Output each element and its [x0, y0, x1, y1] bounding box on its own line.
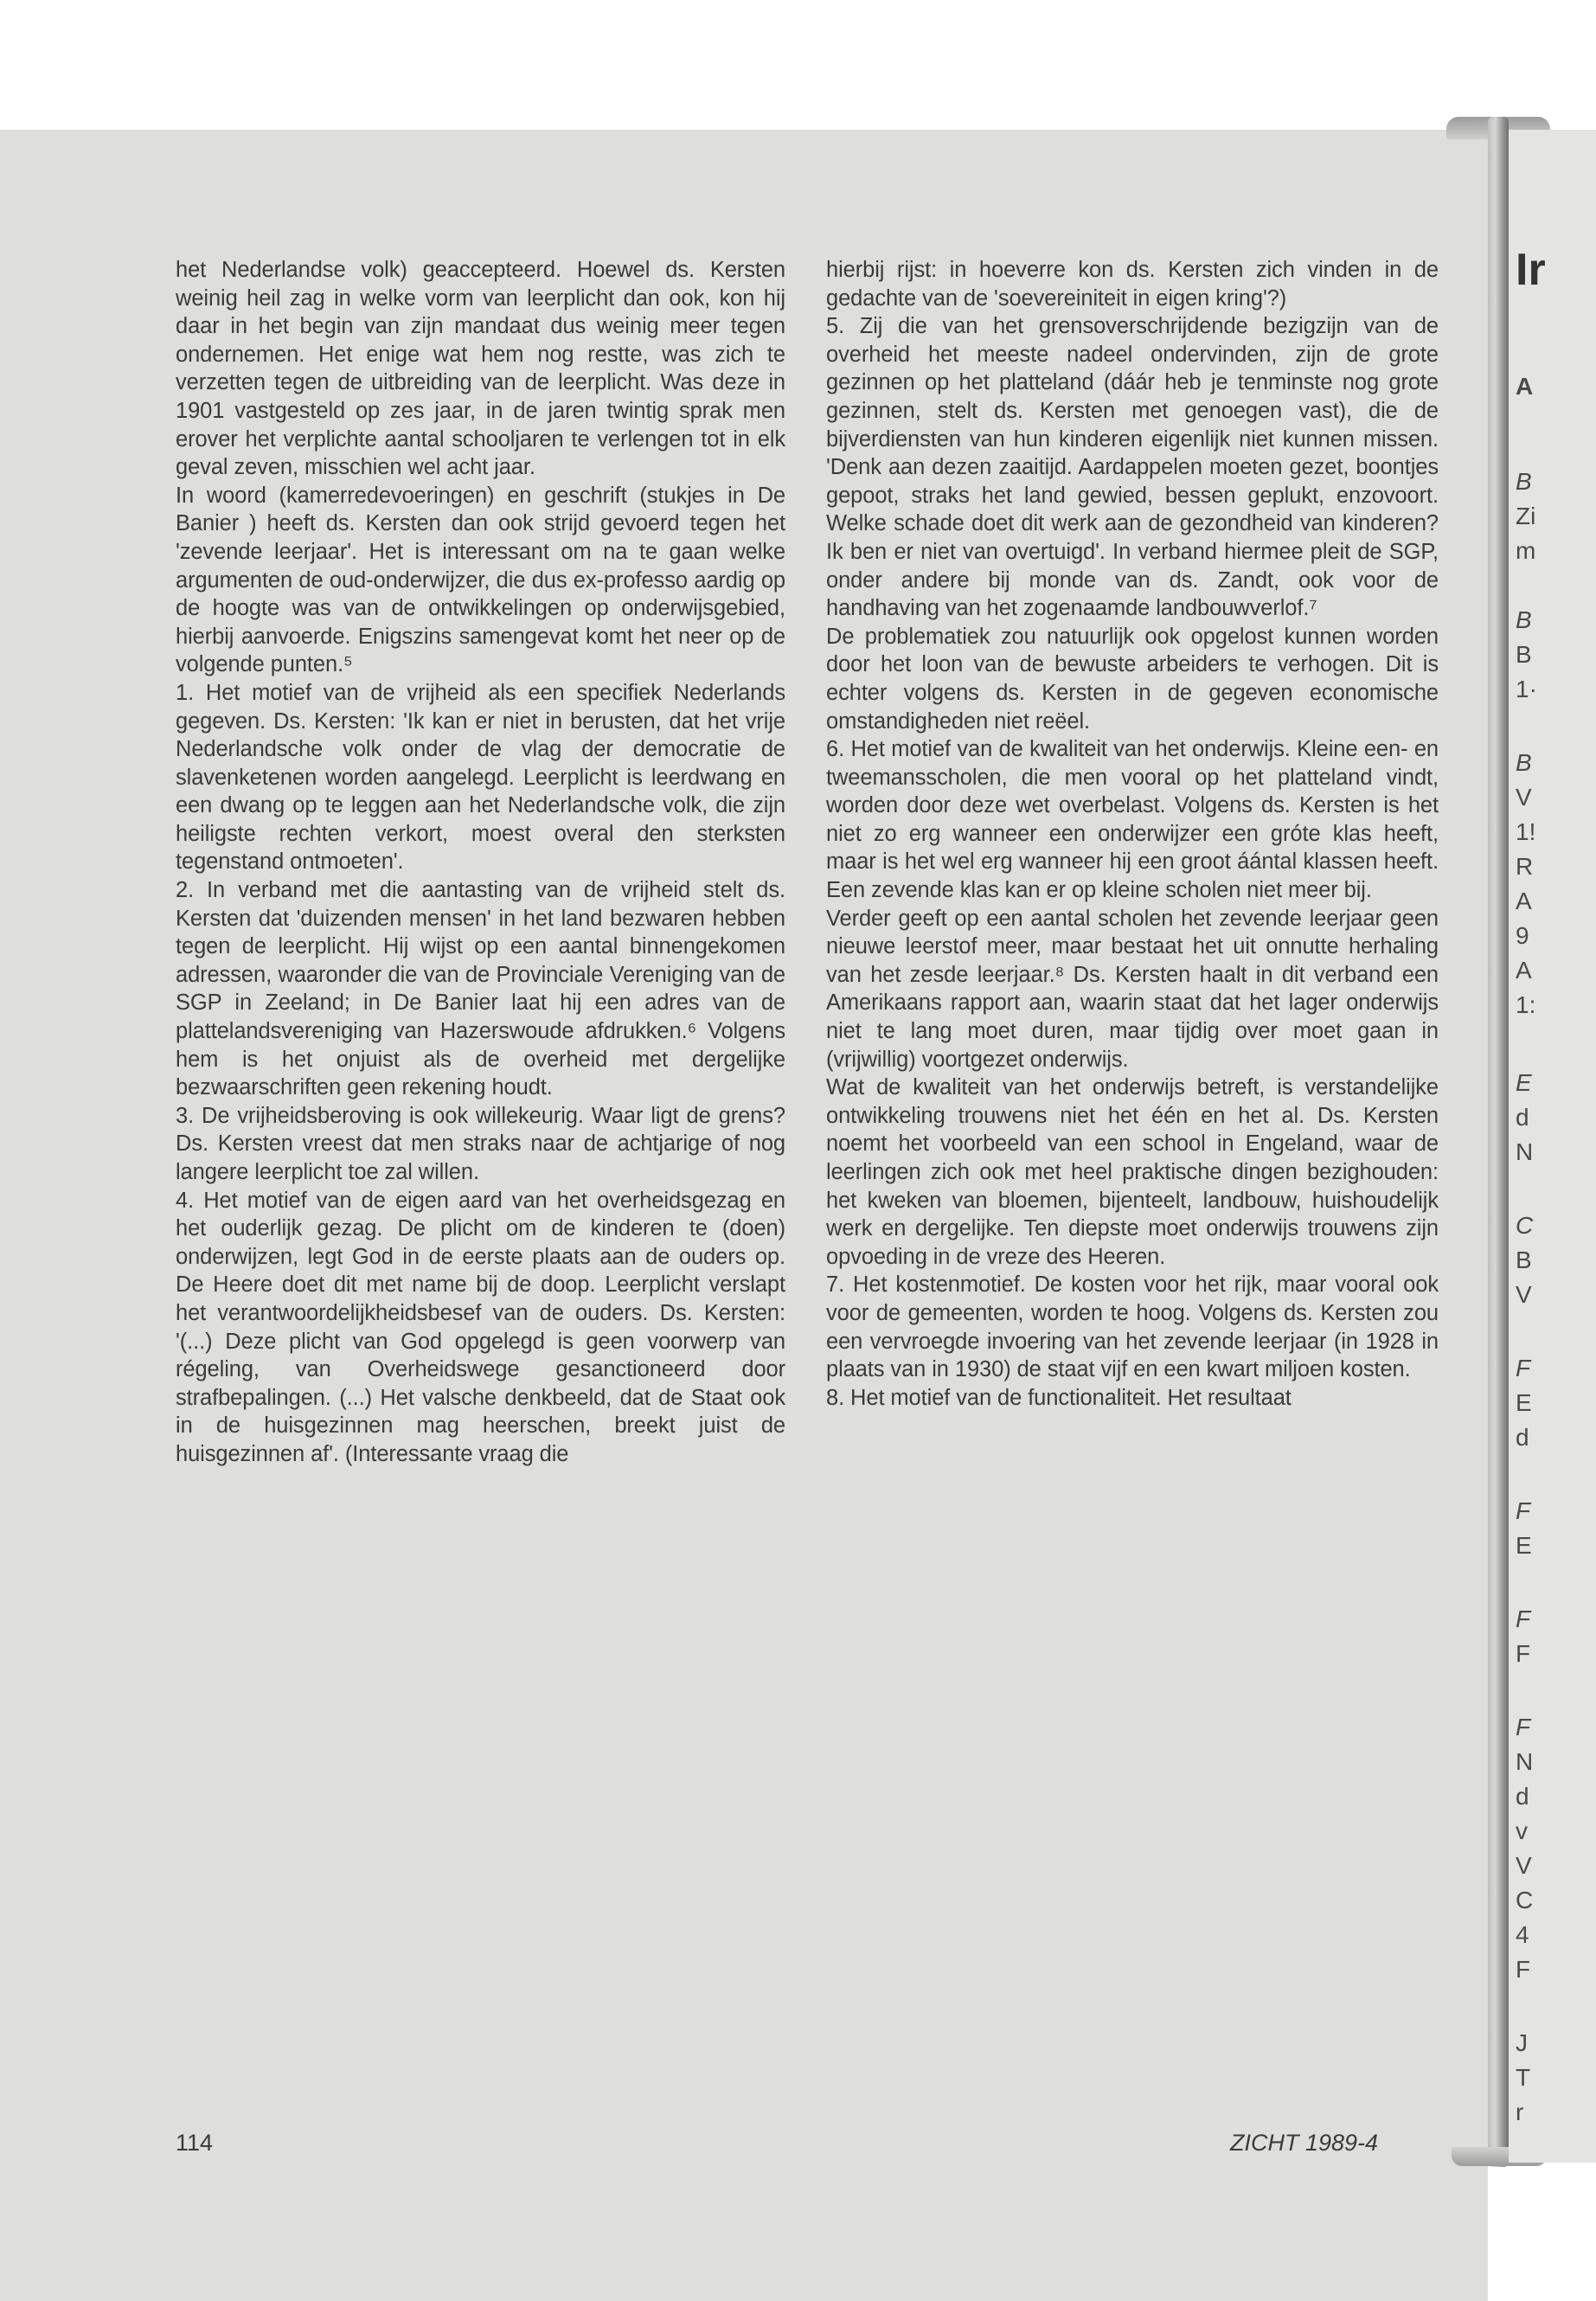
edge-line: F	[1516, 1606, 1531, 1632]
edge-line: m	[1516, 537, 1536, 564]
edge-line: 1·	[1516, 676, 1537, 702]
edge-line: C	[1516, 1887, 1534, 1913]
edge-line: d	[1516, 1783, 1529, 1810]
edge-line: C	[1516, 1212, 1534, 1239]
column-right-text: hierbij rijst: in hoeverre kon ds. Kersten zich vinden in de gedachte van de 'soevereiniteit in eigen kring'?) 5. Zij die van het grensoverschrijdende bezigzijn van de overheid het meeste nadeel ondervinden, zijn de grote gezinnen op het platteland (dáár heb je tenminste nog grote gezinnen, stelt ds. Kersten met genoegen vast), die de bijverdiensten van hun kinderen eigenlijk niet kunnen missen. 'Denk aan dezen zaaitijd. Aardappelen moeten gezet, boontjes gepoot, straks het land gewied, bessen geplukt, enzovoort. Welke schade doet dit werk aan de gezondheid van kinderen? Ik ben er niet van overtuigd'. In verband hiermee pleit de SGP, onder andere bij monde van ds. Zandt, ook voor de handhaving van het zogenaamde landbouwverlof.⁷ De problematiek zou natuurlijk ook opgelost kunnen worden door het loon van de bewuste arbeiders te verhogen. Dit is echter volgens ds. Kersten in de gegeven economische omstandigheden niet reëel. 6. Het motief van de kwaliteit van het onderwijs. Kleine een- en tweemansscholen, die men vooral op het platteland vindt, worden door deze wet overbelast. Volgens ds. Kersten is het niet zo erg wanneer een onderwijzer een gróte klas heeft, maar is het wel erg wanneer hij een groot áántal klassen heeft. Een zevende klas kan er op kleine scholen niet meer bij. Verder geeft op een aantal scholen het zevende leerjaar geen nieuwe leerstof meer, maar bestaat het uit onnutte herhaling van het zesde leerjaar.⁸ Ds. Kersten haalt in dit verband een Amerikaans rapport aan, waarin staat dat het lager onderwijs niet te lang moet duren, maar tijdig over moet gaan in (vrijwillig) voortgezet onderwijs. Wat de kwaliteit van het onderwijs betreft, is verstandelijke ontwikkeling trouwens niet het één en het al. Ds. Kersten noemt het voorbeeld van een school in Engeland, waar de leerlingen zich ook met heel praktische dingen bezighouden: het kweken van bloemen, bijenteelt, landbouw, huishoudelijk werk en dergelijke. Ten diepste moet onderwijs trouwens zijn opvoeding in de vreze des Heeren. 7. Het kostenmotief. De kosten voor het rijk, maar vooral ook voor de gemeenten, worden te hoog. Volgens ds. Kersten zou een vervroegde invoering van het zevende leerjaar (in 1928 in plaats van in 1930) de staat vijf en een kwart miljoen kosten. 8. Het motief van de functionaliteit. Het resultaat	[826, 258, 1439, 1410]
edge-line: d	[1516, 1104, 1529, 1131]
edge-line: r	[1516, 2099, 1524, 2125]
edge-line: 1:	[1516, 991, 1536, 1018]
edge-line: 4	[1516, 1921, 1529, 1948]
edge-line: Zi	[1516, 503, 1536, 529]
edge-line: A	[1516, 957, 1532, 984]
edge-line: 1!	[1516, 818, 1536, 845]
text-column-left	[176, 256, 785, 1469]
journal-footer: ZICHT 1989-4	[1230, 2130, 1379, 2156]
edge-line: F	[1516, 1956, 1531, 1983]
edge-line: 9	[1516, 922, 1529, 949]
edge-line: B	[1516, 641, 1532, 668]
edge-line: T	[1516, 2064, 1531, 2091]
next-page-title: Ir	[1516, 245, 1546, 295]
text-column-right	[826, 256, 1439, 1412]
edge-line: E	[1516, 1069, 1532, 1096]
edge-line: A	[1516, 373, 1534, 400]
edge-line: E	[1516, 1532, 1532, 1559]
edge-line: B	[1516, 606, 1532, 633]
edge-line: E	[1516, 1389, 1532, 1416]
edge-line: V	[1516, 1281, 1532, 1308]
edge-line: F	[1516, 1640, 1531, 1667]
edge-line: v	[1516, 1817, 1528, 1844]
edge-line: N	[1516, 1138, 1534, 1165]
edge-line: N	[1516, 1748, 1534, 1775]
column-left-text: het Nederlandse volk) geaccepteerd. Hoewel ds. Kersten weinig heil zag in welke vorm van leerplicht dan ook, kon hij daar in het begin van zijn mandaat dus weinig meer tegen ondernemen. Het enige wat hem nog restte, was zich te verzetten tegen de uitbreiding van de leerplicht. Was deze in 1901 vastgesteld op zes jaar, in de jaren twintig sprak men erover het verplichte aantal schooljaren te verlengen tot in elk geval zeven, misschien wel acht jaar. In woord (kamerredevoeringen) en geschrift (stukjes in De Banier ) heeft ds. Kersten dan ook strijd gevoerd tegen het 'zevende leerjaar'. Het is interessant om na te gaan welke argumenten de oud-onderwijzer, die dus ex-professo aardig op de hoogte was van de ontwikkelingen op onderwijsgebied, hierbij aanvoerde. Enigszins samengevat komt het neer op de volgende punten.⁵ 1. Het motief van de vrijheid als een specifiek Nederlands gegeven. Ds. Kersten: 'Ik kan er niet in berusten, dat het vrije Nederlandsche volk onder de vlag der democratie de slavenketenen worden aangelegd. Leerplicht is leerdwang en een dwang op te leggen aan het Nederlandsche volk, die zijn heiligste rechten verkort, moest overal den sterksten tegenstand ontmoeten'. 2. In verband met die aantasting van de vrijheid stelt ds. Kersten dat 'duizenden mensen' in het land bezwaren hebben tegen de leerplicht. Hij wijst op een aantal binnengekomen adressen, waaronder die van de Provinciale Vereniging van de SGP in Zeeland; in De Banier laat hij een adres van de plattelandsvereniging van Hazerswoude afdrukken.⁶ Volgens hem is het onjuist als de overheid met dergelijke bezwaarschriften geen rekening houdt. 3. De vrijheidsberoving is ook willekeurig. Waar ligt de grens? Ds. Kersten vreest dat men straks naar de achtjarige of nog langere leerplicht toe zal willen. 4. Het motief van de eigen aard van het overheidsgezag en het ouderlijk gezag. De plicht om de kinderen te (doen) onderwijzen, legt God in de eerste plaats aan de ouders op. De Heere doet dit met name bij de doop. Leerplicht verslapt het verantwoordelijkheidsbesef van de ouders. Ds. Kersten: '(...) Deze plicht van God opgelegd is geen voorwerp van régeling, van Overheidswege gesanctioneerd door strafbepalingen. (...) Het valsche denkbeeld, dat de Staat ook in de huisgezinnen mag heerschen, breekt juist de huisgezinnen af'. (Interessante vraag die	[176, 258, 785, 1466]
book-spine	[1488, 117, 1509, 2167]
edge-line: F	[1516, 1355, 1531, 1381]
edge-line: A	[1516, 888, 1532, 914]
page-number: 114	[176, 2130, 214, 2156]
edge-line: B	[1516, 1247, 1532, 1273]
edge-line: F	[1516, 1714, 1531, 1740]
next-page-edge	[1509, 130, 1596, 2163]
edge-line: R	[1516, 853, 1534, 880]
edge-line: d	[1516, 1424, 1529, 1451]
edge-line: F	[1516, 1497, 1531, 1524]
edge-line: V	[1516, 784, 1532, 811]
edge-line: J	[1516, 2029, 1528, 2056]
edge-line: V	[1516, 1852, 1532, 1879]
edge-line: B	[1516, 749, 1532, 776]
edge-line: B	[1516, 468, 1532, 495]
